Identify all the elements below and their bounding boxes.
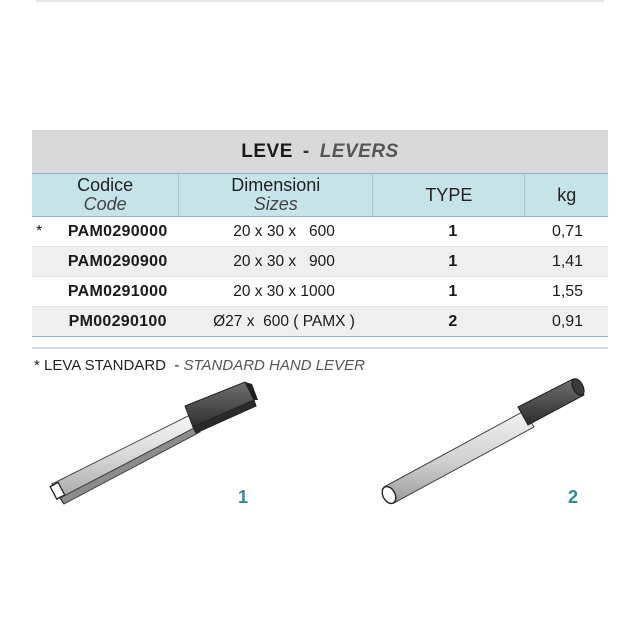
title-italian: LEVE [241,140,293,162]
lever-type-2-illustration [378,375,593,510]
header-code-it: Codice [77,175,134,195]
header-code [32,174,179,216]
cell-type: 2 [448,312,458,330]
lever-type-1-illustration [40,380,260,515]
cell-kg: 0,91 [551,312,584,330]
code-value: PM00290100 [68,312,167,330]
header-kg-label: kg [557,184,577,205]
cell-dimensions: 20 x 30 x 600 [233,222,335,240]
cell-code [32,247,189,276]
header-kg [525,174,608,216]
code-value: PAM0291000 [67,282,168,300]
lever-type-2-label: 2 [568,487,579,507]
lever-type-1-label: 1 [238,487,249,507]
table-bottom-rule [32,347,608,349]
title-separator: - [302,140,310,162]
table-row [32,217,608,247]
footnote-english: STANDARD HAND LEVER [183,357,365,374]
cell-kg: 1,41 [551,252,584,270]
header-dim-it: Dimensioni [231,175,321,195]
header-dim-en: Sizes [253,194,298,214]
code-value: PAM0290900 [67,252,168,270]
header-type [373,174,525,216]
cell-type: 1 [448,282,458,300]
cell-kg: 0,71 [551,222,584,240]
cell-type: 1 [448,222,458,240]
cell-code [32,307,189,336]
cell-dimensions: 20 x 30 x 900 [233,252,335,270]
cell-code [32,217,189,246]
table-title [32,130,608,173]
cell-dimensions: Ø27 x 600 ( PAMX ) [213,312,355,330]
table-header [32,173,608,217]
top-rule [36,0,604,2]
table-row [32,307,608,337]
table-row [32,277,608,307]
footnote-prefix: * LEVA STANDARD - [34,357,180,374]
cell-kg: 1,55 [551,282,584,300]
cell-code [32,277,189,306]
header-type-label: TYPE [425,184,473,205]
footnote [34,357,365,374]
levers-table [32,130,608,349]
standard-star: * [36,222,43,240]
header-code-en: Code [83,194,127,214]
code-value: PAM0290000 [67,222,168,240]
cell-dimensions: 20 x 30 x 1000 [233,282,335,300]
title-english: LEVERS [319,140,399,162]
cell-type: 1 [448,252,458,270]
table-row [32,247,608,277]
header-dimensions [179,174,373,216]
